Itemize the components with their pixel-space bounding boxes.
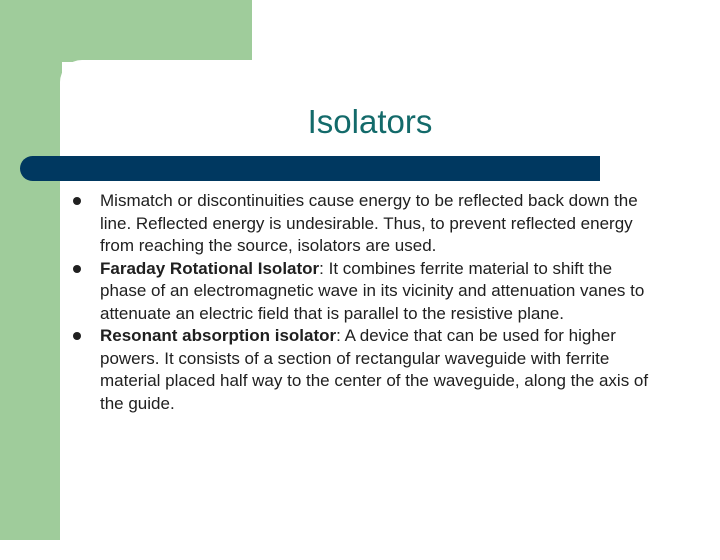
bullet-icon [73,332,81,340]
bullet-icon [73,265,81,273]
bullet-text: Mismatch or discontinuities cause energy to be reflected back down the line. Reflected energy is undesirable. Thus, to prevent reflected energy from reaching the source, isolators are used. [100,191,638,255]
bullet-item [100,190,660,258]
title-divider-bar [20,156,600,181]
green-frame-left [0,0,62,540]
bullet-item [100,258,660,326]
bullet-list [100,190,660,415]
bullet-text: : A device that can be used for higher powers. It consists of a section of rectangular waveguide with ferrite material placed half way to the center of the waveguide, along the axis of the guide. [100,326,649,413]
bullet-text: : It combines ferrite material to shift the phase of an electromagnetic wave in its vicinity and attenuation vanes to attenuate an electric field that is parallel to the resistive plane. [100,258,645,323]
bullet-bold-term: Faraday Rotational Isolator [100,258,320,278]
bullet-icon [73,197,81,205]
bullet-bold-term: Resonant absorption isolator [100,326,337,345]
bullet-item [100,325,660,415]
slide-title: Isolators [307,103,433,140]
